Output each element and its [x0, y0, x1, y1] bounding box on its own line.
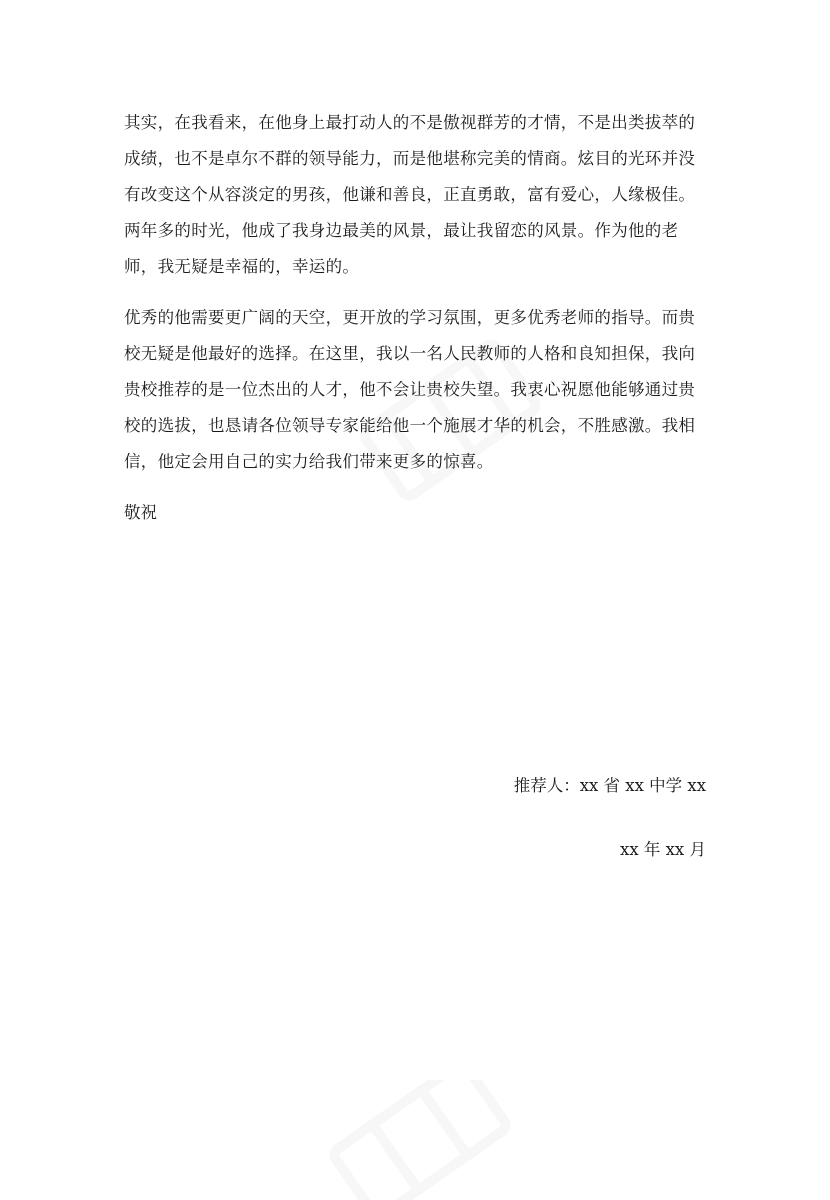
paragraph-2 — [124, 300, 714, 480]
paragraph-1 — [124, 105, 714, 285]
paragraph-1-line: 有改变这个从容淡定的男孩，他谦和善良，正直勇敢，富有爱心，人缘极佳。 — [124, 185, 696, 204]
paragraph-1-line: 成绩，也不是卓尔不群的领导能力，而是他堪称完美的情商。炫目的光环并没 — [124, 149, 696, 168]
paragraph-2-line: 校无疑是他最好的选择。在这里，我以一名人民教师的人格和良知担保，我向 — [124, 344, 696, 363]
watermark-logo-bottom — [300, 1080, 540, 1200]
signature-line: 推荐人：xx 省 xx 中学 xx — [513, 776, 706, 795]
paragraph-2-line: 信，他定会用自己的实力给我们带来更多的惊喜。 — [124, 452, 494, 471]
paragraph-1-line: 其实，在我看来，在他身上最打动人的不是傲视群芳的才情，不是出类拔萃的 — [124, 113, 696, 132]
paragraph-2-line: 校的选拔，也恳请各位领导专家能给他一个施展才华的机会，不胜感激。我相 — [124, 416, 696, 435]
paragraph-1-line: 两年多的时光，他成了我身边最美的风景，最让我留恋的风景。作为他的老 — [124, 221, 679, 240]
date-line: xx 年 xx 月 — [620, 840, 706, 859]
letter-body — [124, 105, 714, 531]
paragraph-2-line: 优秀的他需要更广阔的天空，更开放的学习氛围，更多优秀老师的指导。而贵 — [124, 308, 696, 327]
paragraph-1-line: 师，我无疑是幸福的，幸运的。 — [124, 257, 360, 276]
paragraph-2-line: 贵校推荐的是一位杰出的人才，他不会让贵校失望。我衷心祝愿他能够通过贵 — [124, 380, 696, 399]
closing-salutation: 敬祝 — [124, 503, 157, 522]
